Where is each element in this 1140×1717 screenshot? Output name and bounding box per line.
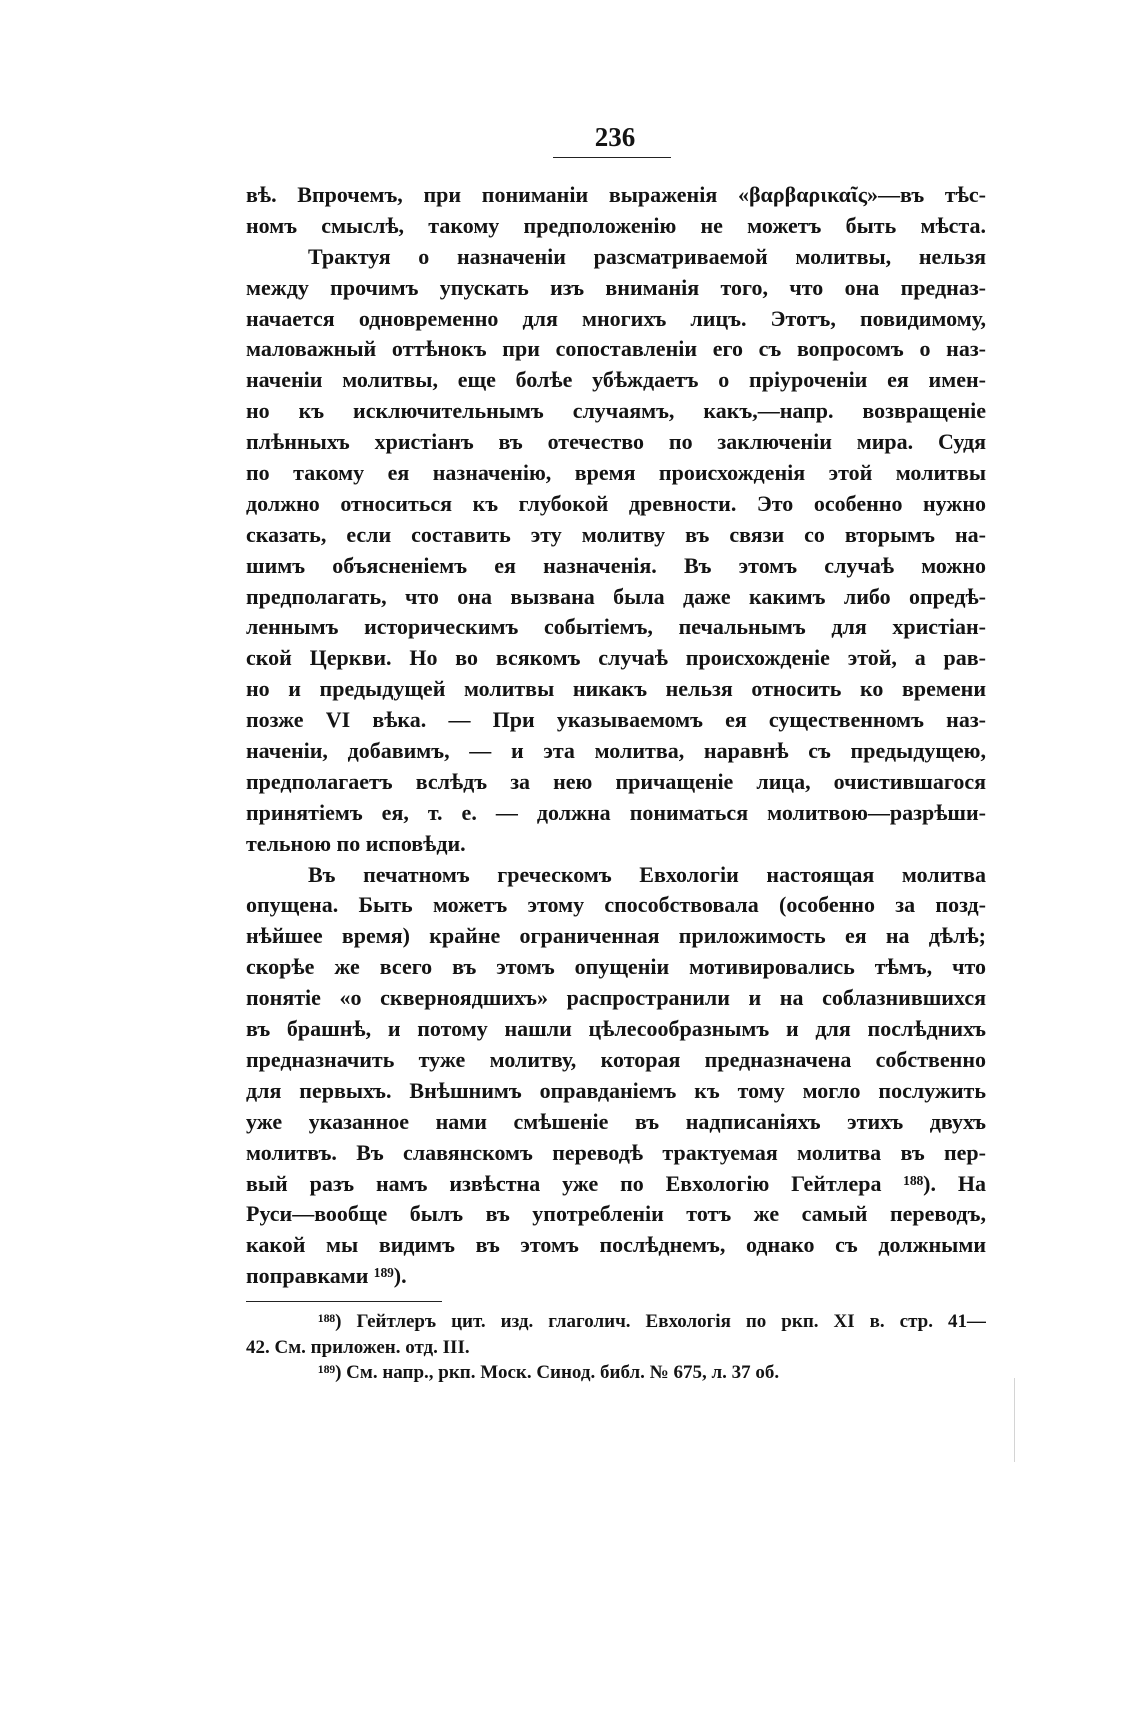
text-line: Трактуя о назначеніи разсматриваемой молитвы, нельзя [308,243,986,269]
text-line: Руси—вообще былъ въ употребленіи тотъ же самый переводъ, [246,1201,986,1227]
text-line: маловажный оттѣнокъ при сопоставленіи его съ вопросомъ о наз- [246,336,986,362]
text-line: предназначить туже молитву, которая предназначена собственно [246,1046,986,1072]
text-line: опущена. Быть можетъ этому способствовала (особенно за позд- [246,892,986,918]
text-line: ской Церкви. Но во всякомъ случаѣ происхожденіе этой, а рав- [246,645,986,671]
footnote-marker: ¹⁸⁸) [318,1311,342,1332]
text-line: вѣ. Впрочемъ, при пониманіи выраженія «βαρβαρικαῖς»—въ тѣс- [246,182,986,207]
page-number: 236 [594,122,636,152]
text-line: шимъ объясненіемъ ея назначенія. Въ этомъ случаѣ можно [246,552,986,578]
text-line: но къ исключительнымъ случаямъ, какъ,—напр. возвращеніе [246,398,986,424]
text-line: для первыхъ. Внѣшнимъ оправданіемъ къ тому могло послужить [246,1077,986,1103]
text-line: леннымъ историческимъ событіемъ, печальнымъ для христіан- [246,614,986,640]
footnotes [246,1309,986,1386]
text-line: сказать, если составить эту молитву въ связи со вторымъ на- [246,521,986,547]
text-line: плѣнныхъ христіанъ въ отечество по заключеніи мира. Судя [246,429,986,455]
text-line: позже VI вѣка. — При указываемомъ ея существенномъ наз- [246,707,986,733]
paragraph [246,180,986,242]
footnote-text: См. напр., ркп. Моск. Синод. библ. № 675, л. 37 об. [346,1362,780,1383]
scan-artifact [1014,1378,1015,1462]
footnote [246,1360,986,1386]
footnote-text: Гейтлеръ цит. изд. глаголич. Евхологія по ркп. XI в. стр. 41— [356,1311,986,1332]
footnote-marker: ¹⁸⁹) [318,1362,342,1383]
text-line: по такому ея назначенію, время происхожденія этой молитвы [246,460,986,486]
text-line: Въ печатномъ греческомъ Евхологіи настоящая молитва [308,861,986,887]
text-line: вый разъ намъ извѣстна уже по Евхологію Гейтлера ¹⁸⁸). На [246,1170,986,1196]
footnote-separator [246,1301,442,1302]
footnote [246,1309,986,1360]
footnote-line [246,1360,986,1386]
paragraph [246,860,986,1292]
text-line: уже указанное нами смѣшеніе въ надписаніяхъ этихъ двухъ [246,1108,986,1134]
body-text [246,180,986,1292]
text-line: должно относиться къ глубокой древности. Это особенно нужно [246,490,986,516]
text-line: но и предыдущей молитвы никакъ нельзя относить ко времени [246,676,986,702]
text-line: начается одновременно для многихъ лицъ. Этотъ, повидимому, [246,305,986,331]
footnote-line: 42. См. приложен. отд. III. [246,1336,470,1358]
text-line: наченіи молитвы, еще болѣе убѣждаетъ о пріуроченіи ея имен- [246,367,986,393]
paragraph [246,242,986,860]
text-line: какой мы видимъ въ этомъ послѣднемъ, однако съ должными [246,1232,986,1258]
text-line: въ брашнѣ, и потому нашли цѣлесообразнымъ и для послѣднихъ [246,1016,986,1042]
text-line: наченіи, добавимъ, — и эта молитва, наравнѣ съ предыдущею, [246,738,986,764]
footnote-line [246,1309,986,1335]
text-line: предполагаетъ вслѣдъ за нею причащеніе лица, очистившагося [246,768,986,794]
text-line: понятіе «о скверноядшихъ» распространили и на соблазнившихся [246,985,986,1011]
text-line: тельною по исповѣди. [246,830,466,856]
text-line: предполагать, что она вызвана была даже какимъ либо опредѣ- [246,583,986,609]
text-line: молитвъ. Въ славянскомъ переводѣ трактуемая молитва въ пер- [246,1139,986,1165]
text-line: принятіемъ ея, т. е. — должна пониматься молитвою—разрѣши- [246,799,986,825]
text-line: между прочимъ упускать изъ вниманія того, что она предназ- [246,274,986,300]
text-line: нѣйшее время) крайне ограниченная приложимость ея на дѣлѣ; [246,923,986,949]
page-number-underline [553,157,671,158]
text-line: поправками ¹⁸⁹). [246,1263,407,1289]
text-line: номъ смыслѣ, такому предположенію не можетъ быть мѣста. [246,212,986,238]
text-line: скорѣе же всего въ этомъ опущеніи мотивировались тѣмъ, что [246,954,986,980]
